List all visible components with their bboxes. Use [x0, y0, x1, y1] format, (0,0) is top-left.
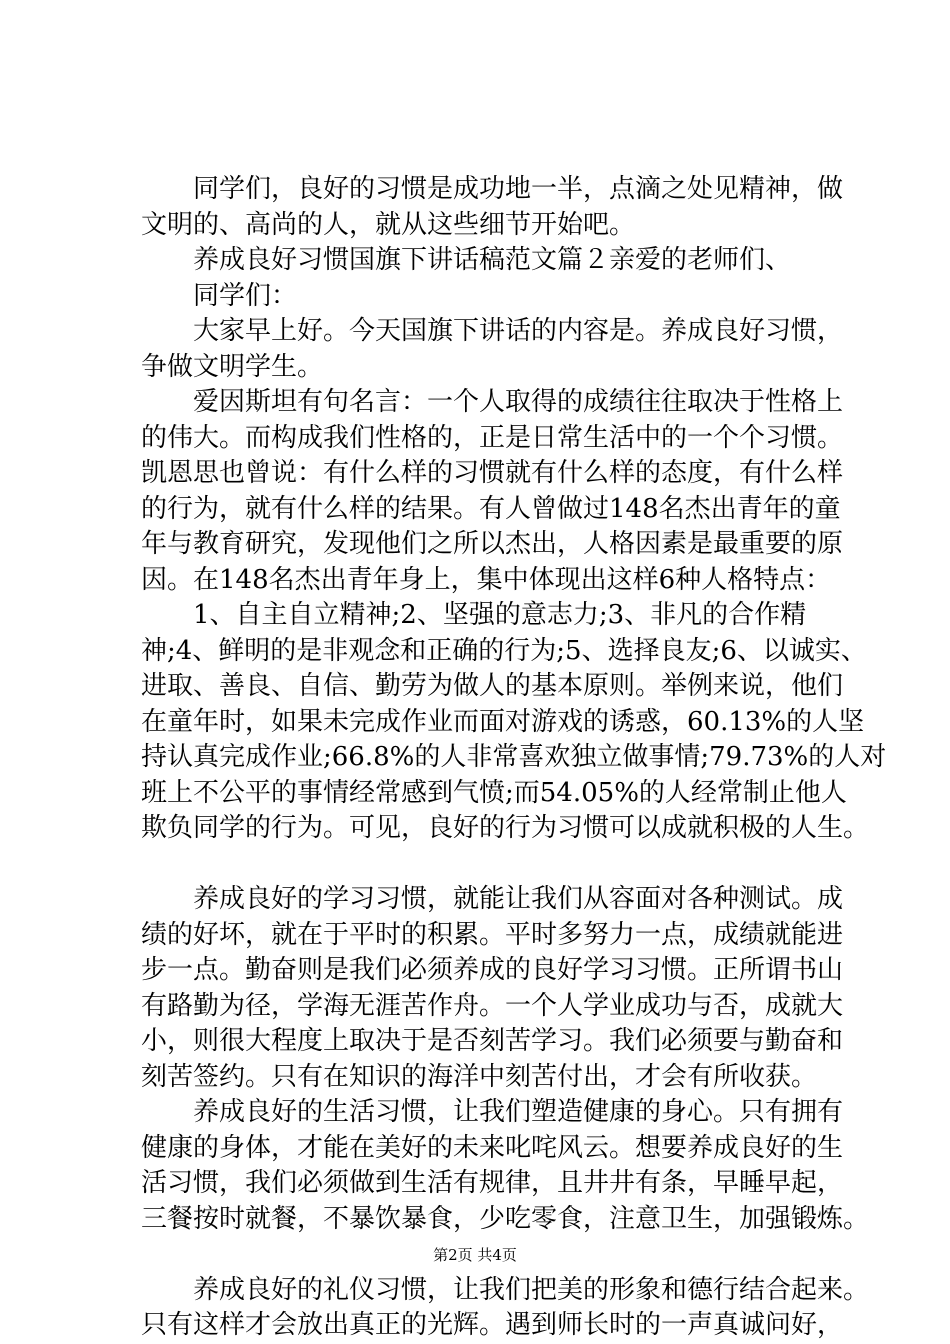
text-line: 凯恩思也曾说：有什么样的习惯就有什么样的态度，有什么样 [141, 458, 844, 488]
page-number: 第2页 共4页 [433, 1246, 517, 1264]
text-line: 爱因斯坦有句名言：一个人取得的成绩往往取决于性格上 [141, 387, 844, 417]
text-line: 争做文明学生。 [141, 351, 324, 382]
text-line: 1、自主自立精神;2、坚强的意志力;3、非凡的合作精 [141, 600, 807, 630]
text-line: 的伟大。而构成我们性格的，正是日常生活中的一个个习惯。 [141, 422, 844, 453]
text-line: 步一点。勤奋则是我们必须养成的良好学习习惯。正所谓书山 [141, 955, 844, 985]
text-line: 刻苦签约。只有在知识的海洋中刻苦付出，才会有所收获。 [141, 1061, 818, 1092]
text-line: 小，则很大程度上取决于是否刻苦学习。我们必须要与勤奋和 [141, 1026, 844, 1056]
text-line: 因。在148名杰出青年身上，集中体现出这样6种人格特点： [141, 564, 832, 595]
text-line: 年与教育研究，发现他们之所以杰出，人格因素是最重要的原 [141, 529, 844, 559]
text-line: 大家早上好。今天国旗下讲话的内容是。养成良好习惯， [141, 316, 844, 346]
text-line: 神;4、鲜明的是非观念和正确的行为;5、选择良友;6、以诚实、 [141, 635, 867, 666]
text-line: 进取、善良、自信、勤劳为做人的基本原则。举例来说，他们 [141, 671, 844, 701]
text-line: 养成良好的礼仪习惯，让我们把美的形象和德行结合起来。 [141, 1274, 870, 1305]
text-line: 文明的、高尚的人，就从这些细节开始吧。 [141, 209, 636, 240]
text-line: 持认真完成作业;66.8%的人非常喜欢独立做事情;79.73%的人对 [141, 742, 887, 772]
text-line: 的行为，就有什么样的结果。有人曾做过148名杰出青年的童 [141, 493, 841, 524]
text-line: 同学们，良好的习惯是成功地一半，点滴之处见精神，做 [141, 174, 844, 204]
text-line: 同学们： [141, 280, 298, 311]
text-line: 绩的好坏，就在于平时的积累。平时多努力一点，成绩就能进 [141, 919, 844, 950]
text-line: 在童年时，如果未完成作业而面对游戏的诱惑，60.13%的人坚 [141, 706, 865, 737]
paragraph-gap [141, 847, 848, 883]
text-line: 养成良好的学习习惯，就能让我们从容面对各种测试。成 [141, 884, 844, 914]
text-line: 养成良好的生活习惯，让我们塑造健康的身心。只有拥有 [141, 1097, 844, 1127]
text-line: 养成良好习惯国旗下讲话稿范文篇２亲爱的老师们、 [141, 245, 792, 275]
text-line: 健康的身体，才能在美好的未来叱咤风云。想要养成良好的生 [141, 1132, 844, 1163]
text-line: 欺负同学的行为。可见，良好的行为习惯可以成就积极的人生。 [141, 813, 870, 843]
text-line: 活习惯，我们必须做到生活有规律，且井井有条，早睡早起， [141, 1168, 844, 1198]
text-line: 三餐按时就餐，不暴饮暴食，少吃零食，注意卫生，加强锻炼。 [141, 1203, 870, 1234]
text-line: 班上不公平的事情经常感到气愤;而54.05%的人经常制止他人 [141, 777, 847, 808]
document-body [141, 172, 887, 1344]
text-line: 只有这样才会放出真正的光辉。遇到师长时的一声真诚问好， [141, 1310, 844, 1340]
text-line: 有路勤为径，学海无涯苦作舟。一个人学业成功与否，成就大 [141, 990, 844, 1021]
